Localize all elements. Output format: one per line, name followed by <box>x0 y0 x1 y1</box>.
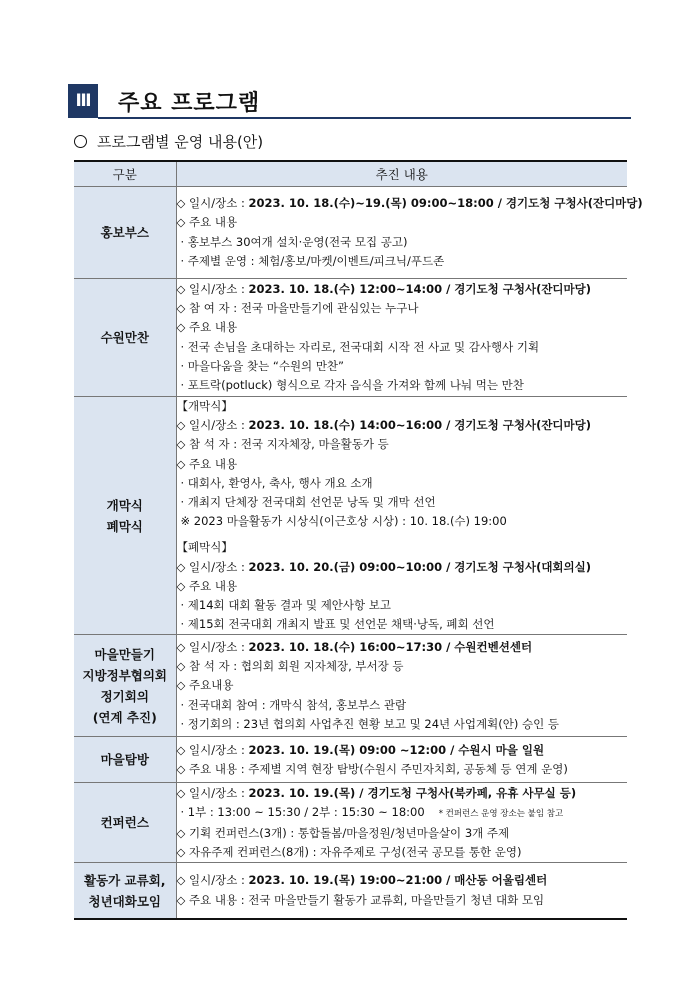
line-prefix: ◇ 일시/장소 : <box>176 281 249 296</box>
schedule-text: 2023. 10. 18.(수)~19.(목) 09:00~18:00 / 경기도청 구청사(잔디마당) <box>248 196 643 211</box>
category-label: 폐막식 <box>106 518 143 534</box>
schedule-text: 2023. 10. 19.(목) 09:00 ~12:00 / 수원시 마을 일원 <box>248 742 545 757</box>
section-header <box>68 84 631 120</box>
category-label: 개막식 <box>106 497 143 513</box>
spacer <box>177 531 628 538</box>
category-label: 지방정부협의회 <box>82 667 168 683</box>
section-number-badge: Ⅲ <box>68 84 98 118</box>
content-line: ◇ 참 석 자 : 협의회 회원 지자체장, 부서장 등 <box>176 659 404 674</box>
category-cell <box>74 635 176 737</box>
schedule-text: 2023. 10. 19.(목) / 경기도청 구청사(북카페, 유휴 사무실 등) <box>248 785 577 800</box>
line-prefix: ◇ 일시/장소 : <box>176 873 249 888</box>
content-line: ◇ 주요 내용 <box>176 578 238 593</box>
table-header-row <box>74 161 627 187</box>
content-cell <box>176 279 627 397</box>
table-row <box>74 635 627 737</box>
category-cell <box>74 783 176 863</box>
section-underline <box>98 117 631 119</box>
content-line <box>177 741 628 760</box>
line-prefix: ◇ 일시/장소 : <box>176 785 249 800</box>
subtitle <box>74 131 263 152</box>
schedule-text: 2023. 10. 18.(수) 14:00~16:00 / 경기도청 구청사(잔디마당) <box>248 418 592 433</box>
table-row <box>74 863 627 919</box>
content-line: · 대회사, 환영사, 축사, 행사 개요 소개 <box>180 475 373 490</box>
table-row <box>74 397 627 635</box>
category-cell <box>74 737 176 783</box>
content-line: · 주제별 운영 : 체험/홍보/마켓/이벤트/피크닉/푸드존 <box>180 253 445 268</box>
content-line: · 홍보부스 30여개 설치·운영(전국 모집 공고) <box>180 234 408 249</box>
content-line <box>176 194 643 213</box>
line-prefix: ◇ 일시/장소 : <box>176 418 249 433</box>
content-line: ◇ 주요 내용 <box>176 215 238 230</box>
circle-bullet-icon <box>74 135 87 148</box>
subtitle-text: 프로그램별 운영 내용(안) <box>97 133 264 151</box>
content-line <box>177 871 628 890</box>
category-label: (연계 추진) <box>92 709 157 725</box>
content-line: · 제14회 대회 활동 결과 및 제안사항 보고 <box>180 598 392 613</box>
content-line: ※ 2023 마을활동가 시상식(이근호상 시상) : 10. 18.(수) 19:00 <box>180 514 507 529</box>
content-cell <box>176 737 627 783</box>
line-prefix: ◇ 일시/장소 : <box>176 639 249 654</box>
program-table <box>74 160 643 920</box>
category-label: 수원만찬 <box>100 330 149 345</box>
schedule-text: 2023. 10. 18.(수) 12:00~14:00 / 경기도청 구청사(잔디마당) <box>248 281 592 296</box>
content-cell <box>176 635 627 737</box>
content-line: · 전국대회 참여 : 개막식 참석, 홍보부스 관람 <box>180 697 407 712</box>
table-row <box>74 737 627 783</box>
content-line: ◇ 자유주제 컨퍼런스(8개) : 자유주제로 구성(전국 공모를 통한 운영) <box>176 845 522 860</box>
table-row <box>74 783 627 863</box>
content-cell <box>176 187 643 279</box>
category-label: 정기회의 <box>100 688 149 704</box>
content-line: ◇ 주요 내용 <box>176 456 238 471</box>
schedule-text: 2023. 10. 19.(목) 19:00~21:00 / 매산동 어울림센터 <box>248 873 548 888</box>
category-label: 홍보부스 <box>100 225 149 240</box>
table-body <box>74 187 643 919</box>
content-line <box>177 638 628 657</box>
content-line: · 마을다움을 찾는 “수원의 만찬” <box>180 358 344 373</box>
category-label: 컨퍼런스 <box>100 815 149 831</box>
category-label: 청년대화모임 <box>88 893 161 909</box>
table-row <box>74 187 627 279</box>
content-line <box>177 416 628 435</box>
content-cell <box>176 863 627 919</box>
line-prefix: ◇ 일시/장소 : <box>176 559 249 574</box>
content-line <box>177 803 628 824</box>
content-line: · 개최지 단체장 전국대회 선언문 낭독 및 개막 선언 <box>180 495 436 510</box>
category-cell <box>74 187 176 279</box>
footnote: * 컨퍼런스 운영 장소는 붙임 참고 <box>438 808 564 819</box>
content-line: · 전국 손님을 초대하는 자리로, 전국대회 시작 전 사교 및 감사행사 기획 <box>180 339 540 354</box>
content-line <box>177 784 628 803</box>
category-cell <box>74 863 176 919</box>
line-prefix: ◇ 일시/장소 : <box>176 196 249 211</box>
header-category: 구분 <box>74 161 176 187</box>
content-line: · 포트락(potluck) 형식으로 각자 음식을 가져와 함께 나눠 먹는 만찬 <box>180 377 524 392</box>
category-label: 활동가 교류회, <box>83 872 166 888</box>
schedule-text: 2023. 10. 20.(금) 09:00~10:00 / 경기도청 구청사(대회의실) <box>248 559 592 574</box>
content-line: ◇ 주요 내용 <box>176 320 238 335</box>
content-line <box>177 280 628 299</box>
category-label: 마을탐방 <box>100 752 149 768</box>
content-cell <box>176 783 627 863</box>
content-line: 【폐막식】 <box>176 540 233 555</box>
content-line: ◇ 참 여 자 : 전국 마을만들기에 관심있는 누구나 <box>176 301 419 316</box>
table-row <box>74 279 627 397</box>
section-title: 주요 프로그램 <box>118 91 261 116</box>
content-line: ◇ 기획 컨퍼런스(3개) : 통합돌봄/마을정원/청년마을살이 3개 주제 <box>176 825 510 840</box>
category-cell <box>74 279 176 397</box>
content-line: · 제15회 전국대회 개최지 발표 및 선언문 채택·낭독, 폐회 선언 <box>180 617 495 632</box>
content-line: ◇ 주요 내용 : 전국 마을만들기 활동가 교류회, 마을만들기 청년 대화 모임 <box>176 892 545 907</box>
content-line <box>177 558 628 577</box>
content-line: ◇ 참 석 자 : 전국 지자체장, 마을활동가 등 <box>176 437 389 452</box>
content-cell <box>176 397 627 635</box>
category-cell <box>74 397 176 635</box>
header-content: 추진 내용 <box>176 161 627 187</box>
category-label: 마을만들기 <box>94 646 155 662</box>
content-line: · 정기회의 : 23년 협의회 사업추진 현황 보고 및 24년 사업계획(안) 승인 등 <box>180 716 559 731</box>
schedule-text: 2023. 10. 18.(수) 16:00~17:30 / 수원컨벤션센터 <box>248 639 533 654</box>
content-line: 【개막식】 <box>176 399 233 413</box>
content-line: ◇ 주요 내용 : 주제별 지역 현장 탐방(수원시 주민자치회, 공동체 등 연계 운영) <box>176 761 568 776</box>
line-prefix: ◇ 일시/장소 : <box>176 742 249 757</box>
line-text: · 1부 : 13:00 ~ 15:30 / 2부 : 15:30 ~ 18:00 <box>180 804 425 819</box>
content-line: ◇ 주요내용 <box>176 678 234 693</box>
